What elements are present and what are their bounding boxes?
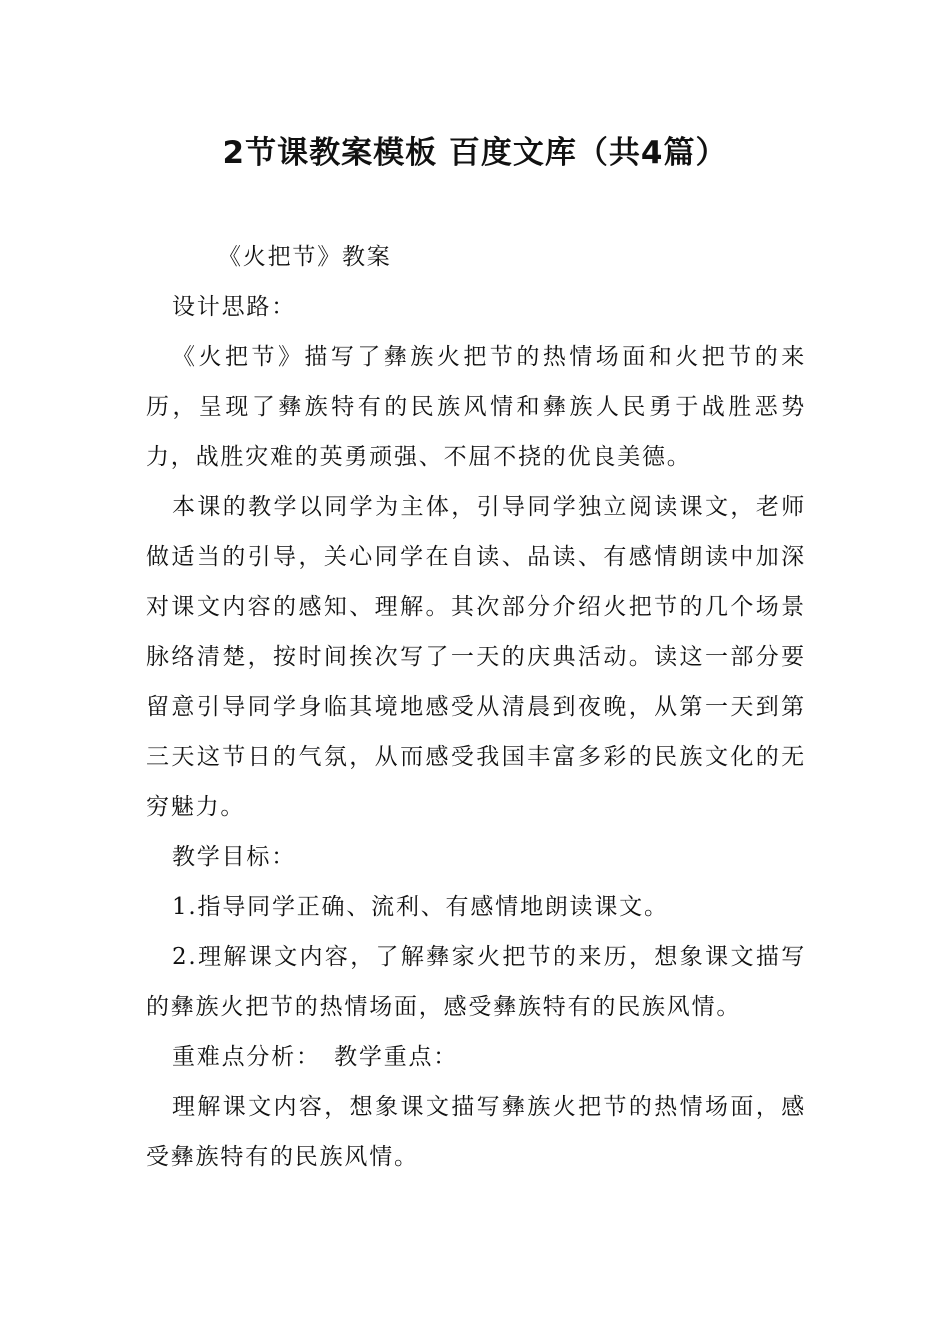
lesson-heading: 《火把节》教案 (218, 244, 392, 270)
objective-item-2: 2.理解课文内容，了解彝家火把节的来历，想象课文描写的彝族火把节的热情场面，感受彝族特有的民族风情。 (146, 944, 806, 1020)
document-title: 2节课教案模板 百度文库（共4篇） (222, 135, 728, 171)
paragraph-key-point: 理解课文内容，想象课文描写彝族火把节的热情场面，感受彝族特有的民族风情。 (146, 1094, 806, 1170)
section-heading-design: 设计思路： (172, 294, 296, 320)
paragraph-approach: 本课的教学以同学为主体，引导同学独立阅读课文，老师做适当的引导，关心同学在自读、品读、有感情朗读中加深对课文内容的感知、理解。其次部分介绍火把节的几个场景脉络清楚，按时间挨次写了一天的庆典活动。读这一部分要留意引导同学身临其境地感受从清晨到夜晚，从第一天到第三天这节日的气氛，从而感受我国丰富多彩的民族文化的无穷魅力。 (146, 494, 806, 820)
document-body (146, 232, 806, 1182)
section-heading-objectives: 教学目标： (172, 844, 296, 870)
section-heading-key-points: 重难点分析： 教学重点： (172, 1044, 459, 1070)
paragraph-summary: 《火把节》描写了彝族火把节的热情场面和火把节的来历，呈现了彝族特有的民族风情和彝族人民勇于战胜恶势力，战胜灾难的英勇顽强、不屈不挠的优良美德。 (146, 344, 806, 470)
objective-item-1: 1.指导同学正确、流利、有感情地朗读课文。 (172, 894, 669, 920)
